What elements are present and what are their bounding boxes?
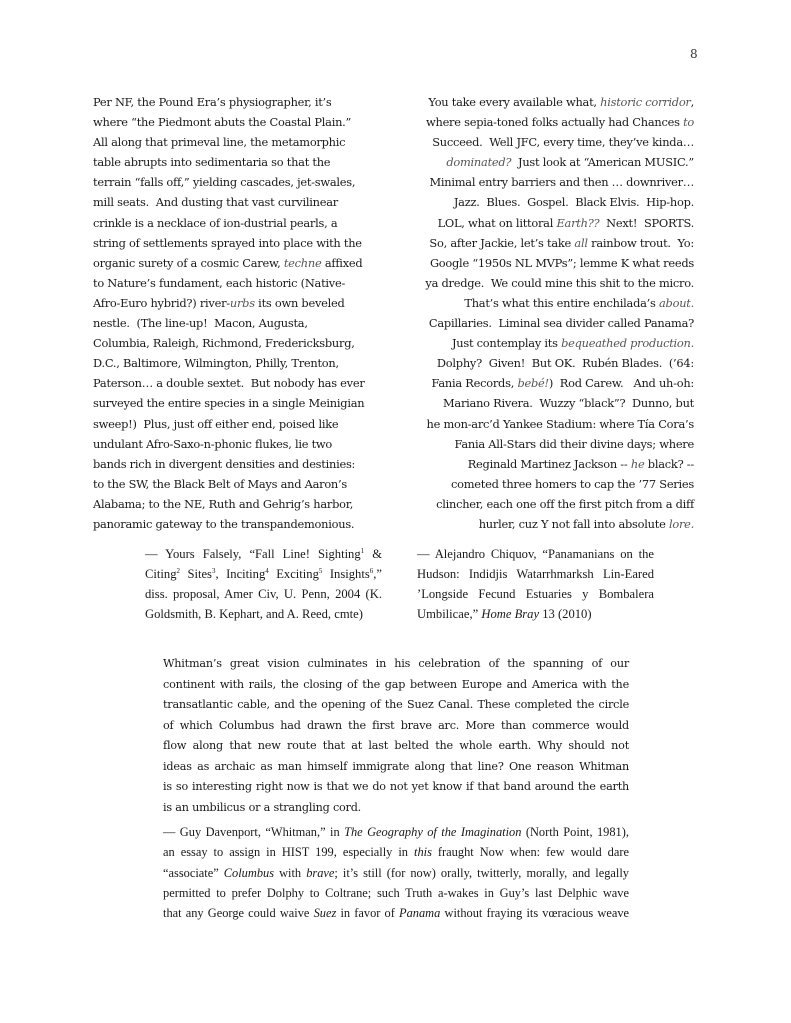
- text-run: permitted to prefer Dolphy to Coltrane; such Truth a-wakes in Guy’s last Delphic wave: [163, 885, 629, 900]
- text-run: crinkle is a necklace of ion-dustrial pearls, a: [93, 215, 338, 230]
- text-line: [402, 293, 694, 313]
- text-line: [93, 132, 385, 152]
- text-run: Jazz. Blues. Gospel. Black Elvis. Hip-hop.: [453, 195, 694, 210]
- text-line: [402, 454, 694, 474]
- text-run: mill seats. And dusting that vast curvilinear: [93, 195, 338, 210]
- text-run: Minimal entry barriers and then … downriver…: [429, 175, 694, 190]
- italic-phrase: to: [683, 115, 694, 130]
- italic-phrase: Earth??: [556, 215, 600, 230]
- text-run: Google “1950s NL MVPs”; lemme K what reeds: [429, 255, 694, 270]
- text-line: [402, 474, 694, 494]
- text-run: ) Rod Carew. And uh-oh:: [548, 376, 694, 391]
- italic-phrase: The Geography of the Imagination: [344, 825, 522, 839]
- text-line: [402, 92, 694, 112]
- text-line: continent with rails, the closing of the gap between Europe and America with the: [163, 677, 629, 691]
- page-number: 8: [690, 47, 698, 61]
- text-run: to Nature’s fundament, each historic (Native-: [93, 275, 346, 290]
- text-line: transatlantic cable, and the opening of the Suez Canal. These completed the circle: [163, 698, 629, 711]
- text-run: Paterson… a double sextet. But nobody has ever: [93, 376, 365, 391]
- text-line: [402, 152, 694, 172]
- text-run: surveyed the entire species in a single Meinigian: [93, 396, 365, 411]
- text-line: [402, 233, 694, 253]
- text-line: [93, 112, 385, 132]
- text-line: [93, 152, 385, 172]
- citation-line: [163, 842, 629, 862]
- text-line: [93, 514, 385, 534]
- text-run: where “the Piedmont abuts the Coastal Plain.”: [93, 115, 352, 130]
- text-run: sweep!) Plus, just off either end, poised like: [93, 416, 339, 431]
- italic-phrase: he: [630, 456, 645, 471]
- italic-phrase: brave: [306, 865, 335, 880]
- text-run: So, after Jackie, let’s take: [429, 235, 575, 250]
- citation-line: Umbilicae,” Home Bray 13 (2010): [417, 607, 592, 621]
- text-line: [402, 132, 694, 152]
- citation-line: Hudson: Indidjis Watarrhmarksh Lin-Eared: [417, 567, 654, 581]
- italic-phrase: dominated?: [446, 155, 512, 170]
- text-line: [402, 192, 694, 212]
- text-run: without fraying its vœracious weave: [440, 906, 630, 921]
- italic-phrase: lore.: [668, 516, 694, 531]
- text-line: [93, 434, 385, 454]
- text-run: Succeed. Well JFC, every time, they’ve kinda…: [432, 135, 694, 150]
- text-line: [93, 333, 385, 353]
- text-line: [402, 273, 694, 293]
- italic-phrase: bequeathed production.: [561, 336, 694, 351]
- text-run: All along that primeval line, the metamorphic: [93, 135, 346, 150]
- left-epigraph: [93, 92, 385, 534]
- text-run: an essay to assign in HIST 199, especially in: [163, 845, 415, 860]
- text-run: organic surety of a cosmic Carew,: [93, 255, 284, 270]
- italic-phrase: this: [414, 845, 432, 860]
- text-run: LOL, what on littoral: [437, 215, 557, 230]
- text-run: “associate”: [163, 865, 224, 880]
- text-run: panoramic gateway to the transpandemonious.: [93, 516, 355, 531]
- text-line: ideas as archaic as man himself immigrate along that line? One reason Whitman: [163, 759, 629, 773]
- text-run: he mon-arc’d Yankee Stadium: where Tía Cora’s: [426, 416, 694, 431]
- journal-title: Home Bray: [481, 607, 540, 621]
- text-line: [93, 273, 385, 293]
- text-line: [402, 393, 694, 413]
- text-run: Fania All-Stars did their divine days; where: [454, 436, 694, 451]
- text-line: [402, 213, 694, 233]
- italic-phrase: techne: [283, 255, 322, 270]
- text-line: of which Columbus had drawn the first brave arc. More than commerce would: [163, 718, 629, 732]
- text-line: [402, 313, 694, 333]
- text-run: Mariano Rivera. Wuzzy “black”? Dunno, but: [443, 396, 694, 411]
- text-run: Reginald Martinez Jackson --: [467, 456, 631, 471]
- text-run: rainbow trout. Yo:: [587, 235, 694, 250]
- text-run: hurler, cuz Y not fall into absolute: [478, 516, 669, 531]
- italic-phrase: about.: [659, 295, 694, 310]
- text-run: Columbia, Raleigh, Richmond, Fredericksburg,: [93, 336, 355, 351]
- left-epigraph-citation: [145, 544, 382, 624]
- right-epigraph: [402, 92, 694, 534]
- text-line: [93, 313, 385, 333]
- text-line: [93, 253, 385, 273]
- italic-phrase: Columbus: [223, 865, 275, 880]
- text-line: [93, 92, 385, 112]
- right-epigraph-citation: [417, 544, 654, 624]
- text-run: Just look at “American MUSIC.”: [511, 155, 694, 170]
- text-line: [93, 172, 385, 192]
- citation-line: — Alejandro Chiquov, “Panamanians on the: [417, 547, 654, 561]
- italic-phrase: Panama: [399, 906, 441, 921]
- text-line: is so interesting right now is that we do not yet know if that band around the earth: [163, 780, 629, 793]
- citation-line: [163, 903, 629, 923]
- text-run: ya dredge. We could mine this shit to the micro.: [425, 275, 694, 290]
- text-run: black? --: [644, 456, 694, 471]
- text-line: [93, 293, 385, 313]
- block-quote: [163, 654, 629, 818]
- text-line: [402, 494, 694, 514]
- citation-line: [163, 863, 629, 883]
- citation-line: Citing$^2$ Sites$^3$, Inciting$^4$ Exciting$^5$ Insights$^6$,”: [145, 566, 382, 581]
- citation-line: ’Longside Fecund Estuaries y Bombalera: [417, 587, 654, 601]
- text-line: [93, 414, 385, 434]
- text-run: Afro-Euro hybrid?) river-: [93, 295, 230, 310]
- text-line: [93, 474, 385, 494]
- text-line: [402, 434, 694, 454]
- text-run: string of settlements sprayed into place with the: [93, 235, 362, 250]
- italic-phrase: historic corridor: [600, 95, 691, 109]
- text-run: cometed three homers to cap the ’77 Series: [451, 476, 694, 491]
- text-run: Just contemplay its: [451, 336, 562, 351]
- text-line: [402, 112, 694, 132]
- text-line: [93, 393, 385, 413]
- text-line: [93, 494, 385, 514]
- text-run: nestle. (The line-up! Macon, Augusta,: [93, 316, 308, 331]
- text-run: ; it’s still (for now) orally, twitterly, morally, and legally: [334, 865, 629, 880]
- text-run: bands rich in divergent densities and destinies:: [93, 456, 356, 471]
- block-quote-citation: [163, 822, 629, 923]
- text-run: (North Point, 1981),: [521, 825, 629, 839]
- text-line: [402, 253, 694, 273]
- text-line: [402, 414, 694, 434]
- text-line: [402, 333, 694, 353]
- text-run: affixed: [321, 255, 363, 270]
- text-line: [93, 454, 385, 474]
- italic-phrase: bebé!: [517, 376, 549, 391]
- text-run: Next! SPORTS.: [599, 215, 694, 230]
- text-run: undulant Afro-Saxo-n-phonic flukes, lie two: [93, 436, 333, 451]
- text-line: [402, 353, 694, 373]
- text-run: clincher, each one off the first pitch from a diff: [436, 496, 694, 511]
- text-run: where sepia-toned folks actually had Chances: [425, 115, 684, 130]
- text-line: is an umbilicus or a strangling cord.: [163, 800, 362, 814]
- text-run: — Guy Davenport, “Whitman,” in: [163, 825, 345, 839]
- text-run: Alabama; to the NE, Ruth and Gehrig’s harbor,: [93, 496, 354, 511]
- italic-phrase: all: [574, 235, 588, 250]
- text-run: Fania Records,: [431, 376, 518, 391]
- text-run: table abrupts into sedimentaria so that the: [93, 155, 331, 170]
- text-run: Dolphy? Given! But OK. Rubén Blades. (’64:: [436, 356, 694, 371]
- text-line: flow along that new route that at last belted the whole earth. Why should not: [163, 739, 629, 752]
- text-run: You take every available what,: [428, 95, 601, 109]
- text-run: that any George could waive: [163, 906, 314, 921]
- text-line: [93, 353, 385, 373]
- text-line: [402, 172, 694, 192]
- text-line: [93, 213, 385, 233]
- text-run: D.C., Baltimore, Wilmington, Philly, Trenton,: [93, 356, 339, 371]
- citation-line: [163, 883, 629, 903]
- citation-line: — Yours Falsely, “Fall Line! Sighting$^1$ &: [145, 546, 382, 561]
- italic-phrase: urbs: [229, 295, 255, 310]
- text-line: [402, 373, 694, 393]
- citation-line: Goldsmith, B. Kephart, and A. Reed, cmte): [145, 607, 363, 621]
- italic-phrase: Suez: [313, 906, 337, 921]
- text-run: That’s what this entire enchilada’s: [464, 295, 660, 310]
- text-run: with: [274, 865, 307, 880]
- text-run: terrain “falls off,” yielding cascades, jet-swales,: [93, 175, 356, 190]
- citation-line: diss. proposal, Amer Civ, U. Penn, 2004 (K.: [145, 587, 382, 601]
- citation-line: [163, 822, 629, 842]
- text-line: [93, 192, 385, 212]
- text-line: [93, 233, 385, 253]
- text-run: its own beveled: [254, 295, 345, 310]
- text-run: ,: [690, 95, 694, 109]
- text-line: Whitman’s great vision culminates in his celebration of the spanning of our: [163, 657, 629, 670]
- text-run: Per NF, the Pound Era’s physiographer, it’s: [93, 95, 332, 109]
- text-run: Capillaries. Liminal sea divider called Panama?: [428, 316, 694, 331]
- text-run: fraught Now when: few would dare: [431, 845, 629, 860]
- text-line: [93, 373, 385, 393]
- text-run: in favor of: [336, 906, 400, 921]
- text-line: [402, 514, 694, 534]
- text-run: to the SW, the Black Belt of Mays and Aaron’s: [93, 476, 347, 491]
